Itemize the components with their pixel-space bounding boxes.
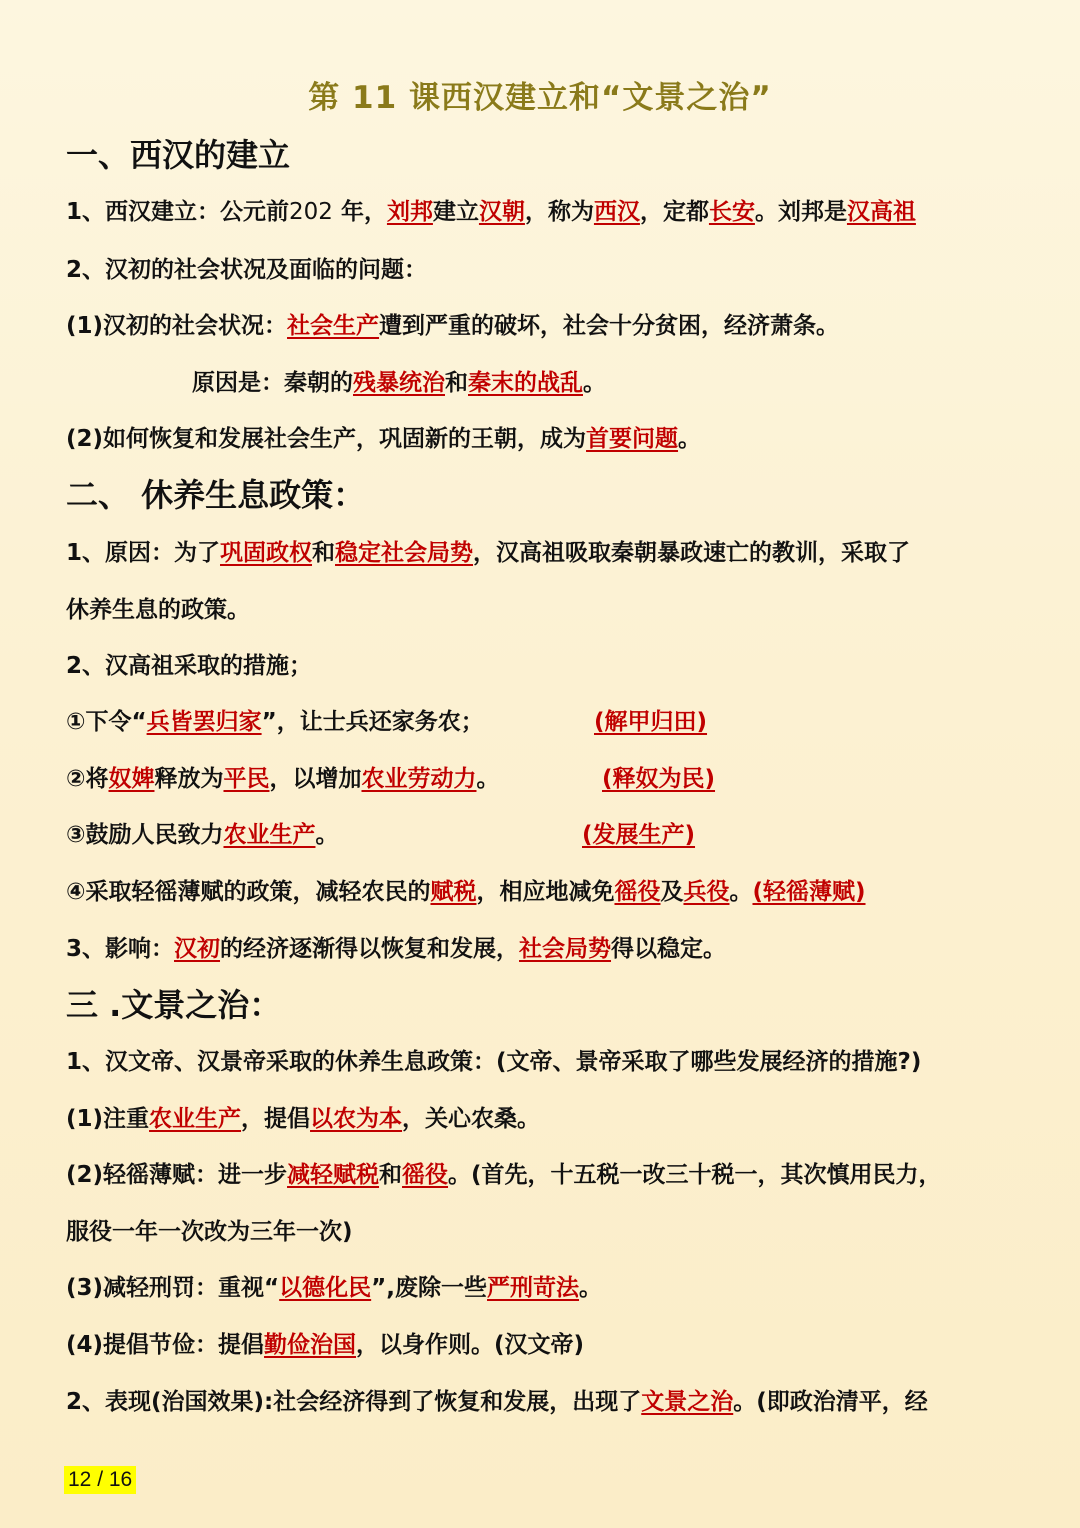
- line-4: 原因是：秦朝的残暴统治和秦末的战乱。: [192, 370, 606, 396]
- page-indicator: 12 / 16: [64, 1466, 136, 1494]
- line-1: 1、西汉建立：公元前202 年，刘邦建立汉朝，称为西汉，定都长安。刘邦是汉高祖: [66, 199, 916, 225]
- page-title: 第 11 课西汉建立和“文景之治”: [308, 80, 772, 116]
- line-13: 3、影响：汉初的经济逐渐得以恢复和发展，社会局势得以稳定。: [66, 936, 727, 962]
- section-heading-3: 三 .文景之治：: [66, 986, 282, 1024]
- line-11: ③鼓励人民致力农业生产。: [66, 822, 339, 848]
- line-12: ④采取轻徭薄赋的政策，减轻农民的赋税，相应地减免徭役及兵役。(轻徭薄赋): [66, 879, 866, 905]
- summary-3: (发展生产): [582, 822, 696, 848]
- section-heading-2: 二、 休养生息政策：: [66, 476, 366, 514]
- section-heading-1: 一、西汉的建立: [66, 136, 291, 174]
- line-19: (4)提倡节俭：提倡勤俭治国，以身作则。(汉文帝): [66, 1332, 585, 1358]
- line-10: ②将奴婢释放为平民，以增加农业劳动力。: [66, 766, 500, 792]
- line-5: (2)如何恢复和发展社会生产，巩固新的王朝，成为首要问题。: [66, 426, 702, 452]
- line-17: 服役一年一次改为三年一次): [66, 1219, 353, 1245]
- summary-1: (解甲归田): [594, 709, 708, 735]
- line-20: 2、表现(治国效果):社会经济得到了恢复和发展，出现了文景之治。(即政治清平，经: [66, 1389, 928, 1415]
- line-16: (2)轻徭薄赋：进一步减轻赋税和徭役。(首先，十五税一改三十税一，其次慎用民力，: [66, 1162, 942, 1188]
- line-14: 1、汉文帝、汉景帝采取的休养生息政策：(文帝、景帝采取了哪些发展经济的措施?): [66, 1049, 922, 1075]
- line-7: 休养生息的政策。: [66, 597, 250, 623]
- line-9: ①下令“兵皆罢归家”，让士兵还家务农；: [66, 709, 484, 735]
- line-2: 2、汉初的社会状况及面临的问题：: [66, 257, 428, 283]
- line-18: (3)减轻刑罚：重视“以德化民”,废除一些严刑苛法。: [66, 1275, 603, 1301]
- line-15: (1)注重农业生产，提倡以农为本，关心农桑。: [66, 1106, 541, 1132]
- summary-2: (释奴为民): [602, 766, 716, 792]
- line-6: 1、原因：为了巩固政权和稳定社会局势，汉高祖吸取秦朝暴政速亡的教训，采取了: [66, 540, 911, 566]
- line-3: (1)汉初的社会状况：社会生产遭到严重的破坏，社会十分贫困，经济萧条。: [66, 313, 840, 339]
- line-8: 2、汉高祖采取的措施；: [66, 653, 313, 679]
